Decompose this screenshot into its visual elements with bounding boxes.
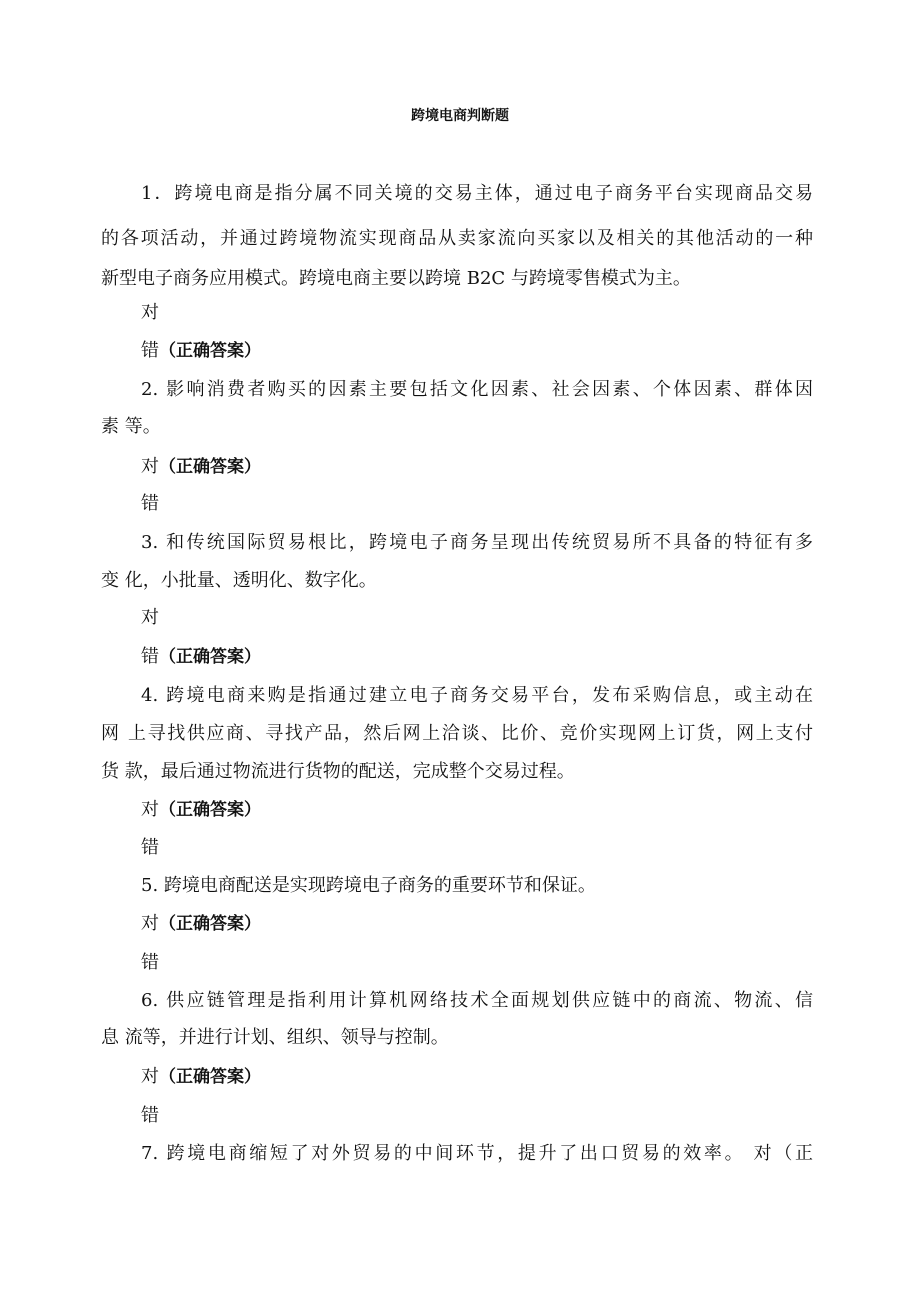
option-label: 对 [141, 913, 159, 934]
question-4-line-3: 货 款，最后通过物流进行货物的配送，完成整个交易过程。 [101, 761, 575, 782]
correct-answer-mark: （正确答案） [159, 914, 261, 934]
question-1-option-false[interactable] [141, 338, 261, 364]
question-6-option-false[interactable] [141, 1103, 159, 1129]
correct-answer-mark: （正确答案） [159, 341, 261, 361]
option-label: 错 [141, 340, 159, 361]
correct-answer-mark: （正确答案） [159, 800, 261, 820]
question-1-line-2: 的各项活动，并通过跨境物流实现商品从卖家流向买家以及相关的其他活动的一种 [101, 228, 813, 249]
option-label: 错 [141, 837, 159, 858]
question-1-line-3: 新型电子商务应用模式。跨境电商主要以跨境 B2C 与跨境零售模式为主。 [101, 268, 691, 289]
question-5-option-false[interactable] [141, 950, 159, 976]
question-4-line-2: 网 上寻找供应商、寻找产品，然后网上洽谈、比价、竞价实现网上订货，网上支付 [101, 723, 813, 744]
question-5-line-1: 5. 跨境电商配送是实现跨境电子商务的重要环节和保证。 [141, 875, 596, 896]
question-6-line-2: 息 流等，并进行计划、组织、领导与控制。 [101, 1027, 449, 1048]
question-6-line-1: 6. 供应链管理是指利用计算机网络技术全面规划供应链中的商流、物流、信 [141, 990, 813, 1011]
question-1-option-true[interactable] [141, 300, 159, 326]
question-4-option-true[interactable] [141, 797, 261, 823]
question-2-line-2: 素 等。 [101, 416, 161, 437]
correct-answer-mark: （正确答案） [159, 1067, 261, 1087]
option-label: 对 [141, 799, 159, 820]
option-label: 对 [141, 1066, 159, 1087]
question-3-option-false[interactable] [141, 644, 261, 670]
option-label: 对 [141, 607, 159, 628]
option-label: 错 [141, 493, 159, 514]
question-5-option-true[interactable] [141, 911, 261, 937]
question-3-option-true[interactable] [141, 605, 159, 631]
question-1-line-1: 1．跨境电商是指分属不同关境的交易主体，通过电子商务平台实现商品交易 [141, 183, 813, 204]
document-title: 跨境电商判断题 [411, 108, 509, 124]
option-label: 错 [141, 952, 159, 973]
question-3-line-1: 3. 和传统国际贸易根比，跨境电子商务呈现出传统贸易所不具备的特征有多 [141, 532, 813, 553]
question-4-line-1: 4. 跨境电商来购是指通过建立电子商务交易平台，发布采购信息，或主动在 [141, 685, 813, 706]
correct-answer-mark: （正确答案） [159, 457, 261, 477]
question-3-line-2: 变 化，小批量、透明化、数字化。 [101, 570, 377, 591]
question-7-line-1: 7. 跨境电商缩短了对外贸易的中间环节，提升了出口贸易的效率。 对（正 [141, 1143, 813, 1164]
option-label: 错 [141, 646, 159, 667]
question-2-line-1: 2. 影响消费者购买的因素主要包括文化因素、社会因素、个体因素、群体因 [141, 379, 813, 400]
question-2-option-false[interactable] [141, 491, 159, 517]
question-2-option-true[interactable] [141, 454, 261, 480]
question-6-option-true[interactable] [141, 1064, 261, 1090]
question-4-option-false[interactable] [141, 835, 159, 861]
correct-answer-mark: （正确答案） [159, 647, 261, 667]
option-label: 错 [141, 1105, 159, 1126]
option-label: 对 [141, 456, 159, 477]
option-label: 对 [141, 302, 159, 323]
